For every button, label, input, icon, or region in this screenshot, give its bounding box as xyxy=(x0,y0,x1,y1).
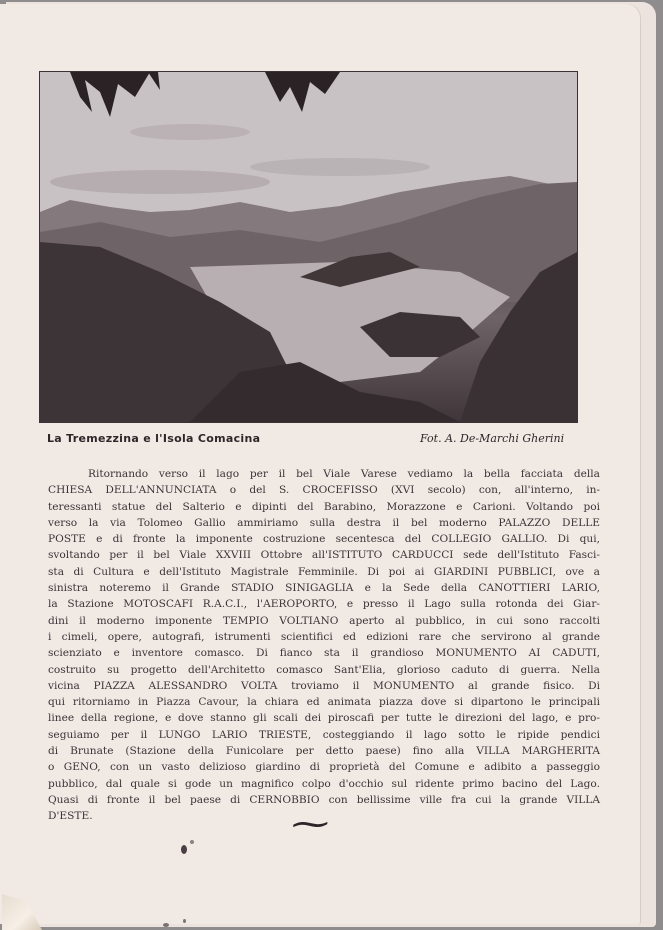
text-line: qui ritorniamo in Piazza Cavour, la chiara ed animata piazza dove si dipartono le principali xyxy=(48,696,600,709)
text-line: costruito su progetto dell'Architetto comasco Sant'Elia, glorioso caduto di guerra. Nella xyxy=(48,663,600,676)
text-line: verso la via Tolomeo Gallio ammiriamo sulla destra il bel moderno PALAZZO DELLE xyxy=(48,516,600,529)
text-line: seguiamo per il LUNGO LARIO TRIESTE, costeggiando il lago sotto le ripide pendici xyxy=(48,728,600,741)
body-paragraph xyxy=(48,466,600,825)
text-line: o GENO, con un vasto delizioso giardino di proprietà del Comune e adibito a passeggio xyxy=(48,761,600,774)
text-line: dini il moderno imponente TEMPIO VOLTIANO aperto al pubblico, in cui sono raccolti xyxy=(48,614,600,627)
text-line: la Stazione MOTOSCAFI R.A.C.I., l'AEROPORTO, e presso il Lago sulla rotonda dei Giar- xyxy=(48,598,600,611)
foxing-spot xyxy=(190,840,194,844)
text-line: vicina PIAZZA ALESSANDRO VOLTA troviamo il MONUMENTO al grande fisico. Di xyxy=(48,679,600,692)
text-line: sinistra noteremo il Grande STADIO SINIGAGLIA e la Sede della CANOTTIERI LARIO, xyxy=(48,582,600,595)
lake-photo xyxy=(39,71,578,423)
foxing-spot xyxy=(181,845,187,854)
foxing-spot xyxy=(183,919,186,923)
photo-credit: Fot. A. De-Marchi Gherini xyxy=(420,432,565,445)
photo-caption-title: La Tremezzina e l'Isola Comacina xyxy=(47,432,261,445)
lake-landscape-image xyxy=(40,72,577,422)
text-line: svoltando per il bel Viale XXVIII Ottobre all'ISTITUTO CARDUCCI sede dell'Istituto Fasci- xyxy=(48,549,600,562)
text-line: POSTE e di fronte la imponente costruzione secentesca del COLLEGIO GALLIO. Di qui, xyxy=(48,533,600,546)
tilde-ornament: ~ xyxy=(287,804,334,844)
text-line: i cimeli, opere, autografi, istrumenti scientifici ed edizioni rare che servirono al grande xyxy=(48,630,600,643)
text-line: CHIESA DELL'ANNUNCIATA o del S. CROCEFISSO (XVI secolo) con, all'interno, in- xyxy=(48,484,600,497)
text-line: linee della regione, e dove stanno gli scali dei piroscafi per tutte le direzioni del lago, e pro- xyxy=(48,712,600,725)
text-line: D'ESTE. xyxy=(48,810,93,823)
foxing-spot xyxy=(163,923,169,927)
text-line: sta di Cultura e dell'Istituto Magistrale Femminile. Di poi ai GIARDINI PUBBLICI, ove a xyxy=(48,565,600,578)
text-line: Ritornando verso il lago per il bel Viale Varese vediamo la bella facciata della xyxy=(88,468,600,480)
text-line: teressanti statue del Salterio e dipinti del Barabino, Morazzone e Carioni. Voltando poi xyxy=(48,500,600,513)
text-line: Quasi di fronte il bel paese di CERNOBBIO con bellissime ville fra cui la grande VILLA xyxy=(48,793,600,806)
torn-page-corner xyxy=(2,894,42,930)
text-line: pubblico, dal quale si gode un magnifico colpo d'occhio sul ridente primo bacino del Lago. xyxy=(48,777,600,790)
text-line: scienziato e inventore comasco. Di fianco sta il grandioso MONUMENTO AI CADUTI, xyxy=(48,647,600,660)
document-page xyxy=(0,4,640,924)
text-line: di Brunate (Stazione della Funicolare per detto paese) fino alla VILLA MARGHERITA xyxy=(48,745,600,758)
